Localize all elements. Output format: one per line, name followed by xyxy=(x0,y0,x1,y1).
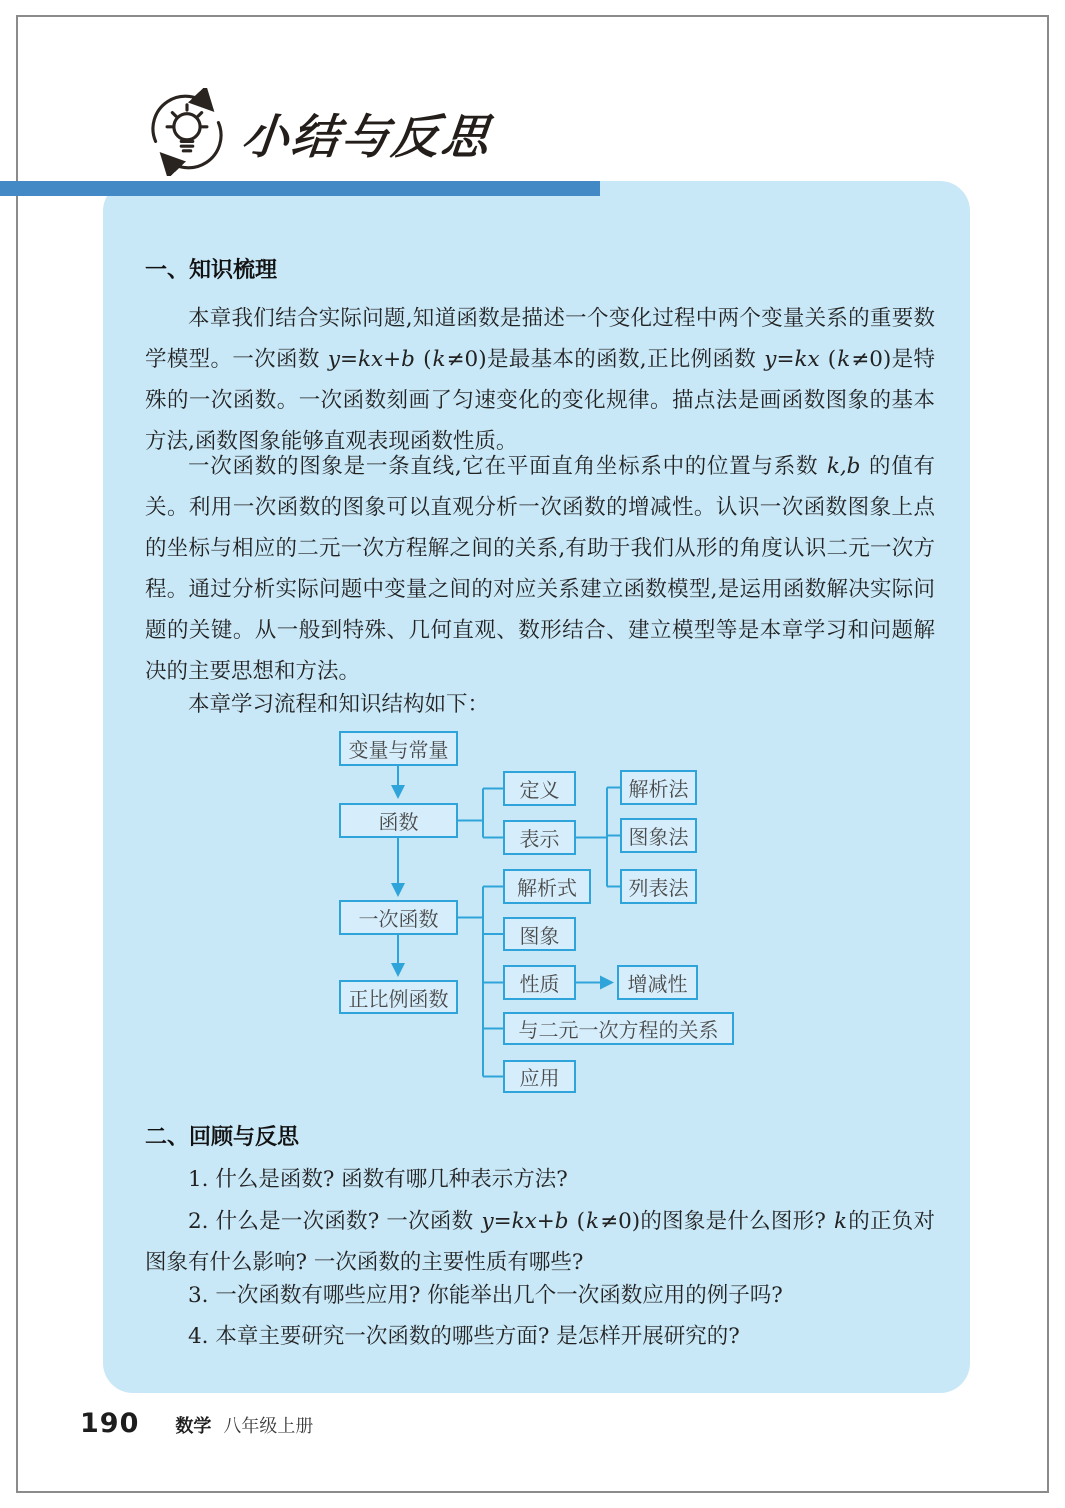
footer-volume: 八年级上册 xyxy=(223,1416,314,1437)
review-question-4: 4. 本章主要研究一次函数的哪些方面? 是怎样开展研究的? xyxy=(188,1324,740,1349)
review-question-3: 3. 一次函数有哪些应用? 你能举出几个一次函数应用的例子吗? xyxy=(188,1283,783,1308)
review-question-1: 1. 什么是函数? 函数有哪几种表示方法? xyxy=(188,1167,568,1192)
node-relation-to-equations: 与二元一次方程的关系 xyxy=(503,1012,734,1045)
bulb-base xyxy=(181,141,193,150)
page-number: 190 xyxy=(80,1408,140,1439)
accent-bar xyxy=(0,181,600,196)
knowledge-structure-diagram xyxy=(330,725,760,1105)
node-property: 性质 xyxy=(503,965,576,1000)
node-analytic-method: 解析法 xyxy=(620,770,697,805)
section1-paragraph-1: 本章我们结合实际问题,知道函数是描述一个变化过程中两个变量关系的重要数学模型。一次函数 y=kx+b (k≠0)是最基本的函数,正比例函数 y=kx (k≠0)是特殊的一次函数。一次函数刻画了匀速变化的变化规律。描点法是画函数图象的基本方法,函数图象能够直观表现函数性质。 xyxy=(145,306,935,454)
bulb-glass xyxy=(174,114,200,140)
node-monotonicity: 增减性 xyxy=(617,965,698,1000)
footer-subject: 数学 xyxy=(175,1416,212,1437)
wires-linear-children xyxy=(458,887,503,1077)
lightbulb-cycle-icon xyxy=(143,88,231,176)
node-proportional-function: 正比例函数 xyxy=(339,980,458,1014)
node-representation: 表示 xyxy=(503,820,576,855)
node-definition: 定义 xyxy=(503,771,576,806)
node-linear-function: 一次函数 xyxy=(339,900,458,935)
wires-function-children xyxy=(458,789,503,838)
node-table-method: 列表法 xyxy=(620,869,697,904)
review-question-2: 2. 什么是一次函数? 一次函数 y=kx+b (k≠0)的图象是什么图形? k的正负对图象有什么影响? 一次函数的主要性质有哪些? xyxy=(145,1209,935,1275)
section1-paragraph-3: 本章学习流程和知识结构如下： xyxy=(188,692,490,717)
page-title: 小结与反思 xyxy=(238,110,495,165)
section2-heading: 二、回顾与反思 xyxy=(145,1125,300,1150)
node-expression: 解析式 xyxy=(503,869,591,904)
node-variables-constants: 变量与常量 xyxy=(339,731,458,766)
node-graph-method: 图象法 xyxy=(620,818,697,853)
node-function: 函数 xyxy=(339,803,458,838)
node-application: 应用 xyxy=(503,1060,576,1093)
section1-paragraph-2: 一次函数的图象是一条直线,它在平面直角坐标系中的位置与系数 k,b 的值有关。利用一次函数的图象可以直观分析一次函数的增减性。认识一次函数图象上点的坐标与相应的二元一次方程解之间的关系,有助于我们从形的角度认识二元一次方程。通过分析实际问题中变量之间的对应关系建立函数模型,是运用函数解决实际问题的关键。从一般到特殊、几何直观、数形结合、建立模型等是本章学习和问题解决的主要思想和方法。 xyxy=(145,454,936,684)
node-graph: 图象 xyxy=(503,917,576,951)
content-panel xyxy=(103,181,970,1393)
cycle-arrow-top xyxy=(153,96,209,141)
page-footer xyxy=(80,1408,313,1439)
section1-heading: 一、知识梳理 xyxy=(145,258,278,283)
